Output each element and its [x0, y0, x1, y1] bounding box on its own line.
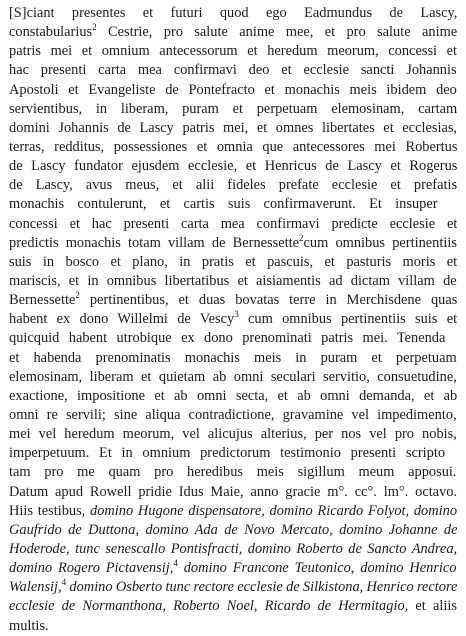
witness-names: Hoderode, tunc senescallo Pontisfracti, domino Roberto de Sancto Andrea,: [9, 540, 457, 557]
charter-text-segment: suis in bosco et plano, in pratis et pascuis, et pasturis moris et: [9, 253, 457, 270]
charter-text-segment: exactione, impositione et ab omni secta, et ab omni demanda, et ab: [9, 387, 457, 404]
charter-line: [9, 81, 457, 100]
charter-line: [9, 100, 457, 119]
charter-text-segment: mei vel heredum meorum, vel alicujus alterius, per nos vel pro nobis,: [9, 426, 457, 443]
charter-text-segment: de Lascy fundator ejusdem ecclesie, et Henricus de Lascy et Rogerus: [9, 158, 457, 175]
charter-line: [9, 521, 457, 540]
footnote-marker: 2: [299, 233, 304, 243]
charter-text-segment: domini Johannis de Lascy patris mei, et omnes libertates et ecclesias,: [9, 119, 457, 136]
footnote-marker: 2: [75, 291, 80, 301]
charter-line: [9, 597, 457, 616]
charter-line: [9, 310, 457, 329]
charter-line: [9, 502, 457, 521]
charter-text-segment: Cestrie, pro salute anime mee, et pro salute anime: [96, 24, 457, 41]
charter-line: [9, 387, 457, 406]
charter-line: [9, 540, 457, 559]
charter-text-segment: monachis contulerunt, et cartis suis confirmaverunt. Et insuper: [9, 196, 438, 213]
charter-line: [9, 349, 457, 368]
footnote-marker: 4: [173, 559, 178, 569]
charter-line: [9, 234, 457, 253]
charter-text-segment: imperpetuum. Et in omnium predictorum testimonio presenti scripto: [9, 445, 446, 462]
charter-line: [9, 4, 457, 23]
charter-line: [9, 406, 457, 425]
charter-line: [9, 329, 457, 348]
charter-text-segment: multis.: [9, 617, 49, 634]
witness-names: Walensij,: [9, 579, 62, 596]
charter-line: [9, 215, 457, 234]
charter-text-segment: terras, redditus, possessiones et omnia que antecessores mei Robertus: [9, 138, 457, 155]
charter-text-segment: tam pro me quam pro heredibus meis sigillum meum apposui.: [9, 464, 457, 481]
witness-names: domino Rogero Pictavensij,: [9, 560, 174, 577]
witness-names: domino Hugone dispensatore, domino Ricardo Folyot, domino: [90, 502, 457, 519]
charter-text-segment: de Lascy, avus meus, et alii fideles prefate ecclesie et prefatis: [9, 177, 457, 194]
charter-text-segment: [S]ciant presentes et futuri quod ego Eadmundus de Lascy,: [9, 5, 457, 21]
charter-line: [9, 157, 457, 176]
charter-line: [9, 559, 457, 578]
footnote-marker: 2: [92, 23, 97, 33]
charter-text-segment: Datum apud Rowell pridie Idus Maie, anno gracie m°. cc°. lm°. octavo.: [9, 483, 457, 500]
charter-text-segment: constabularius: [9, 24, 93, 41]
charter-line: [9, 176, 457, 195]
charter-line: [9, 42, 457, 61]
footnote-marker: 4: [61, 578, 67, 588]
charter-line: [9, 253, 457, 272]
charter-text-segment: cum omnibus pertinentiis suis et: [238, 311, 457, 328]
charter-line: [9, 23, 457, 42]
charter-line: [9, 272, 457, 291]
charter-text-segment: hac presenti carta mea confirmavi deo et ecclesie sancti Johannis: [9, 62, 457, 79]
charter-text-segment: et habenda prenominatis monachis meis in puram et perpetuam: [9, 349, 457, 366]
charter-line: [9, 617, 457, 636]
witness-names: ecclesie de Normanthona, Roberto Noel, Ricardo de Hermitagio,: [9, 598, 409, 615]
charter-text-segment: quicquid habent utrobique ex dono prenominati patris mei. Tenenda: [9, 330, 446, 347]
witness-names: domino Osberto tunc rectore ecclesie de Silkistona, Henrico rectore: [66, 579, 457, 596]
charter-line: [9, 119, 457, 138]
charter-line: [9, 61, 457, 80]
charter-line: [9, 138, 457, 157]
charter-text-segment: elemosinam, liberam et quietam ab omni seculari servitio, consuetudine,: [9, 368, 457, 385]
charter-text-segment: cum omnibus pertinentiis: [303, 234, 457, 251]
charter-text-segment: predictis monachis totam villam de Bernessette: [9, 234, 300, 251]
charter-line: [9, 368, 457, 387]
charter-line: [9, 483, 457, 502]
witness-names: domino Francone Teutonico, domino Henrico: [177, 560, 457, 577]
charter-text-segment: et aliis: [408, 598, 457, 615]
charter-text: [9, 4, 457, 636]
charter-line: [9, 463, 457, 482]
witness-names: Gaufrido de Duttona, domino Ada de Novo Mercato, domino Johanne de: [9, 521, 457, 538]
charter-text-segment: Bernessette: [9, 292, 76, 309]
charter-text-segment: Hiis testibus,: [9, 502, 91, 519]
charter-line: [9, 195, 457, 214]
charter-text-segment: pertinentibus, et duas bovatas terre in Merchisdene quas: [79, 292, 457, 309]
charter-line: [9, 578, 457, 597]
charter-text-segment: Apostoli et Evangeliste de Pontefracto et monachis meis ibidem deo: [9, 81, 457, 98]
charter-text-segment: servientibus, in liberam, puram et perpetuam elemosinam, cartam: [9, 100, 457, 117]
charter-text-segment: omni re servili; sine aliqua contradictione, gravamine vel impedimento,: [9, 406, 457, 423]
charter-text-segment: patris mei et omnium antecessorum et heredum meorum, concessi et: [9, 43, 457, 60]
charter-line: [9, 425, 457, 444]
charter-text-segment: concessi et hac presenti carta mea confirmavi predicte ecclesie et: [9, 215, 457, 232]
charter-line: [9, 444, 457, 463]
charter-text-segment: mariscis, et in omnibus libertatibus et aisiamentis ad dictam villam de: [9, 272, 457, 289]
footnote-marker: 3: [234, 310, 239, 320]
charter-text-segment: habent ex dono Willelmi de Vescy: [9, 311, 235, 328]
charter-line: [9, 291, 457, 310]
